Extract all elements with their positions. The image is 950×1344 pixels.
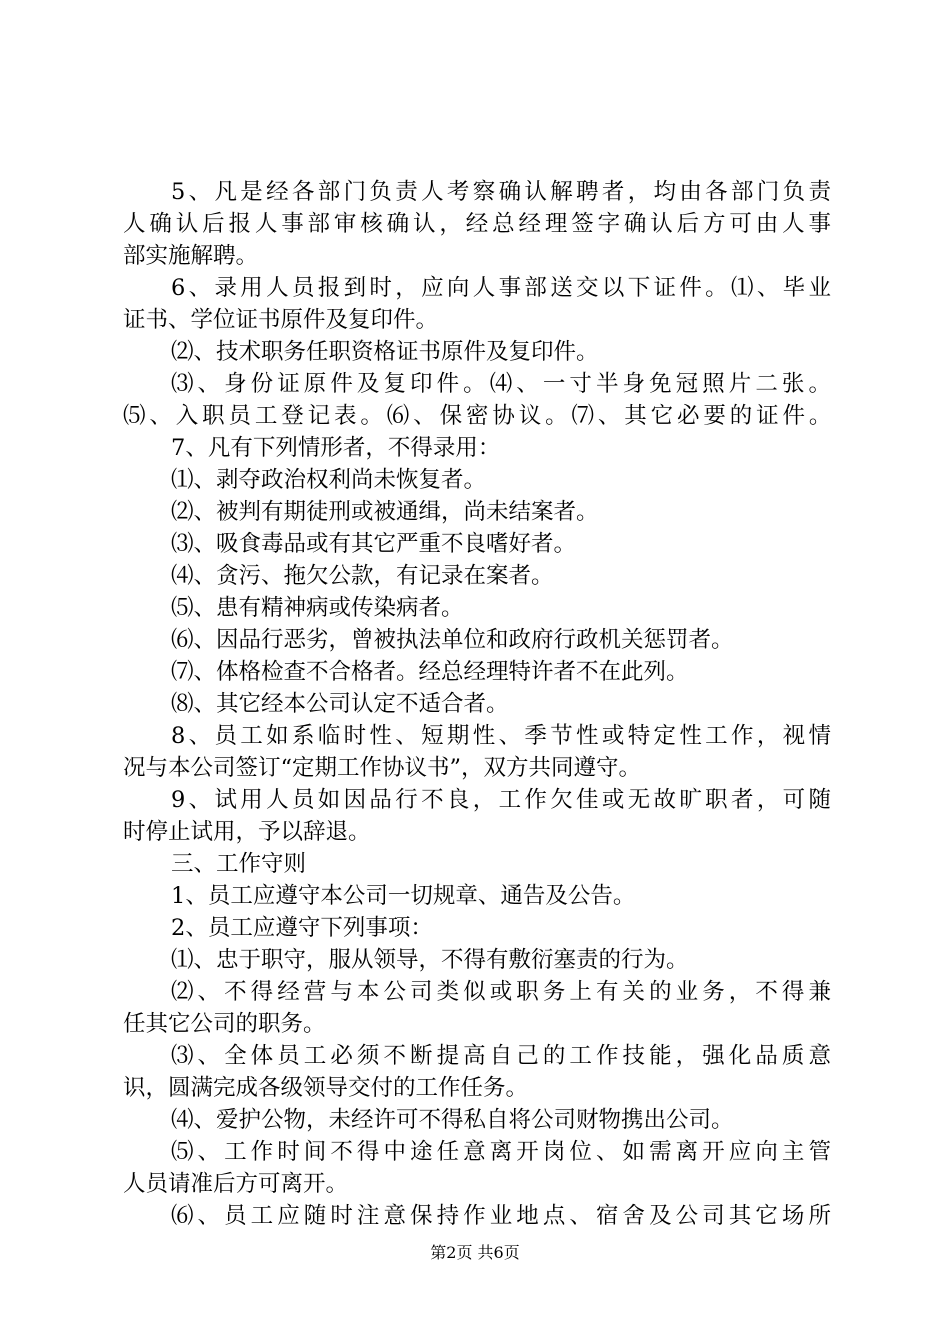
paragraph-line: ⑴、剥夺政治权利尚未恢复者。 — [171, 467, 487, 493]
paragraph-line: ⑷、爱护公物，未经许可不得私自将公司财物携出公司。 — [171, 1107, 734, 1133]
paragraph-line: 7、凡有下列情形者，不得录用： — [171, 435, 501, 461]
paragraph-line: 时停止试用，予以辞退。 — [123, 819, 371, 845]
paragraph-line: ⑶、全体员工必须不断提高自己的工作技能，强化品质意 — [171, 1043, 831, 1069]
paragraph-line: ⑻、其它经本公司认定不适合者。 — [171, 691, 509, 717]
paragraph-line: 1、员工应遵守本公司一切规章、通告及公告。 — [171, 883, 636, 909]
paragraph-line: 8、员工如系临时性、短期性、季节性或特定性工作，视情 — [171, 723, 831, 749]
paragraph-line: ⑹、因品行恶劣，曾被执法单位和政府行政机关惩罚者。 — [171, 627, 734, 653]
paragraph-line: 5、凡是经各部门负责人考察确认解聘者，均由各部门负责 — [171, 179, 831, 205]
paragraph-line: ⑹、员工应随时注意保持作业地点、宿舍及公司其它场所 — [171, 1203, 831, 1229]
paragraph-line: ⑸、患有精神病或传染病者。 — [171, 595, 464, 621]
paragraph-line: ⑸、工作时间不得中途任意离开岗位、如需离开应向主管 — [171, 1139, 831, 1165]
paragraph-line: ⑶、身份证原件及复印件。⑷、一寸半身免冠照片二张。 — [171, 371, 831, 397]
paragraph-line: 人确认后报人事部审核确认，经总经理签字确认后方可由人事 — [123, 211, 831, 237]
document-body — [123, 176, 831, 1232]
paragraph-line: 6、录用人员报到时，应向人事部送交以下证件。⑴、毕业 — [171, 275, 831, 301]
paragraph-line: ⑵、不得经营与本公司类似或职务上有关的业务，不得兼 — [171, 979, 831, 1005]
paragraph-line: ⑷、贪污、拖欠公款，有记录在案者。 — [171, 563, 554, 589]
paragraph-line: 识，圆满完成各级领导交付的工作任务。 — [123, 1075, 529, 1101]
paragraph-line: ⑸、入职员工登记表。⑹、保密协议。⑺、其它必要的证件。 — [123, 403, 831, 429]
section-heading: 三、工作守则 — [171, 851, 307, 877]
paragraph-line: 证书、学位证书原件及复印件。 — [123, 307, 439, 333]
paragraph-line: 人员请准后方可离开。 — [123, 1171, 349, 1197]
paragraph-line: ⑶、吸食毒品或有其它严重不良嗜好者。 — [171, 531, 577, 557]
paragraph-line: ⑵、被判有期徒刑或被通缉，尚未结案者。 — [171, 499, 599, 525]
paragraph-line: 任其它公司的职务。 — [123, 1011, 326, 1037]
paragraph-line: ⑴、忠于职守，服从领导，不得有敷衍塞责的行为。 — [171, 947, 689, 973]
paragraph-line: ⑵、技术职务任职资格证书原件及复印件。 — [171, 339, 599, 365]
paragraph-line: 部实施解聘。 — [123, 243, 259, 269]
paragraph-line: 2、员工应遵守下列事项： — [171, 915, 433, 941]
paragraph-line: 9、试用人员如因品行不良，工作欠佳或无故旷职者，可随 — [171, 787, 831, 813]
paragraph-line: 况与本公司签订“定期工作协议书”，双方共同遵守。 — [123, 755, 642, 781]
page-footer: 第2页 共6页 — [430, 1243, 520, 1262]
paragraph-line: ⑺、体格检查不合格者。经总经理特许者不在此列。 — [171, 659, 689, 685]
